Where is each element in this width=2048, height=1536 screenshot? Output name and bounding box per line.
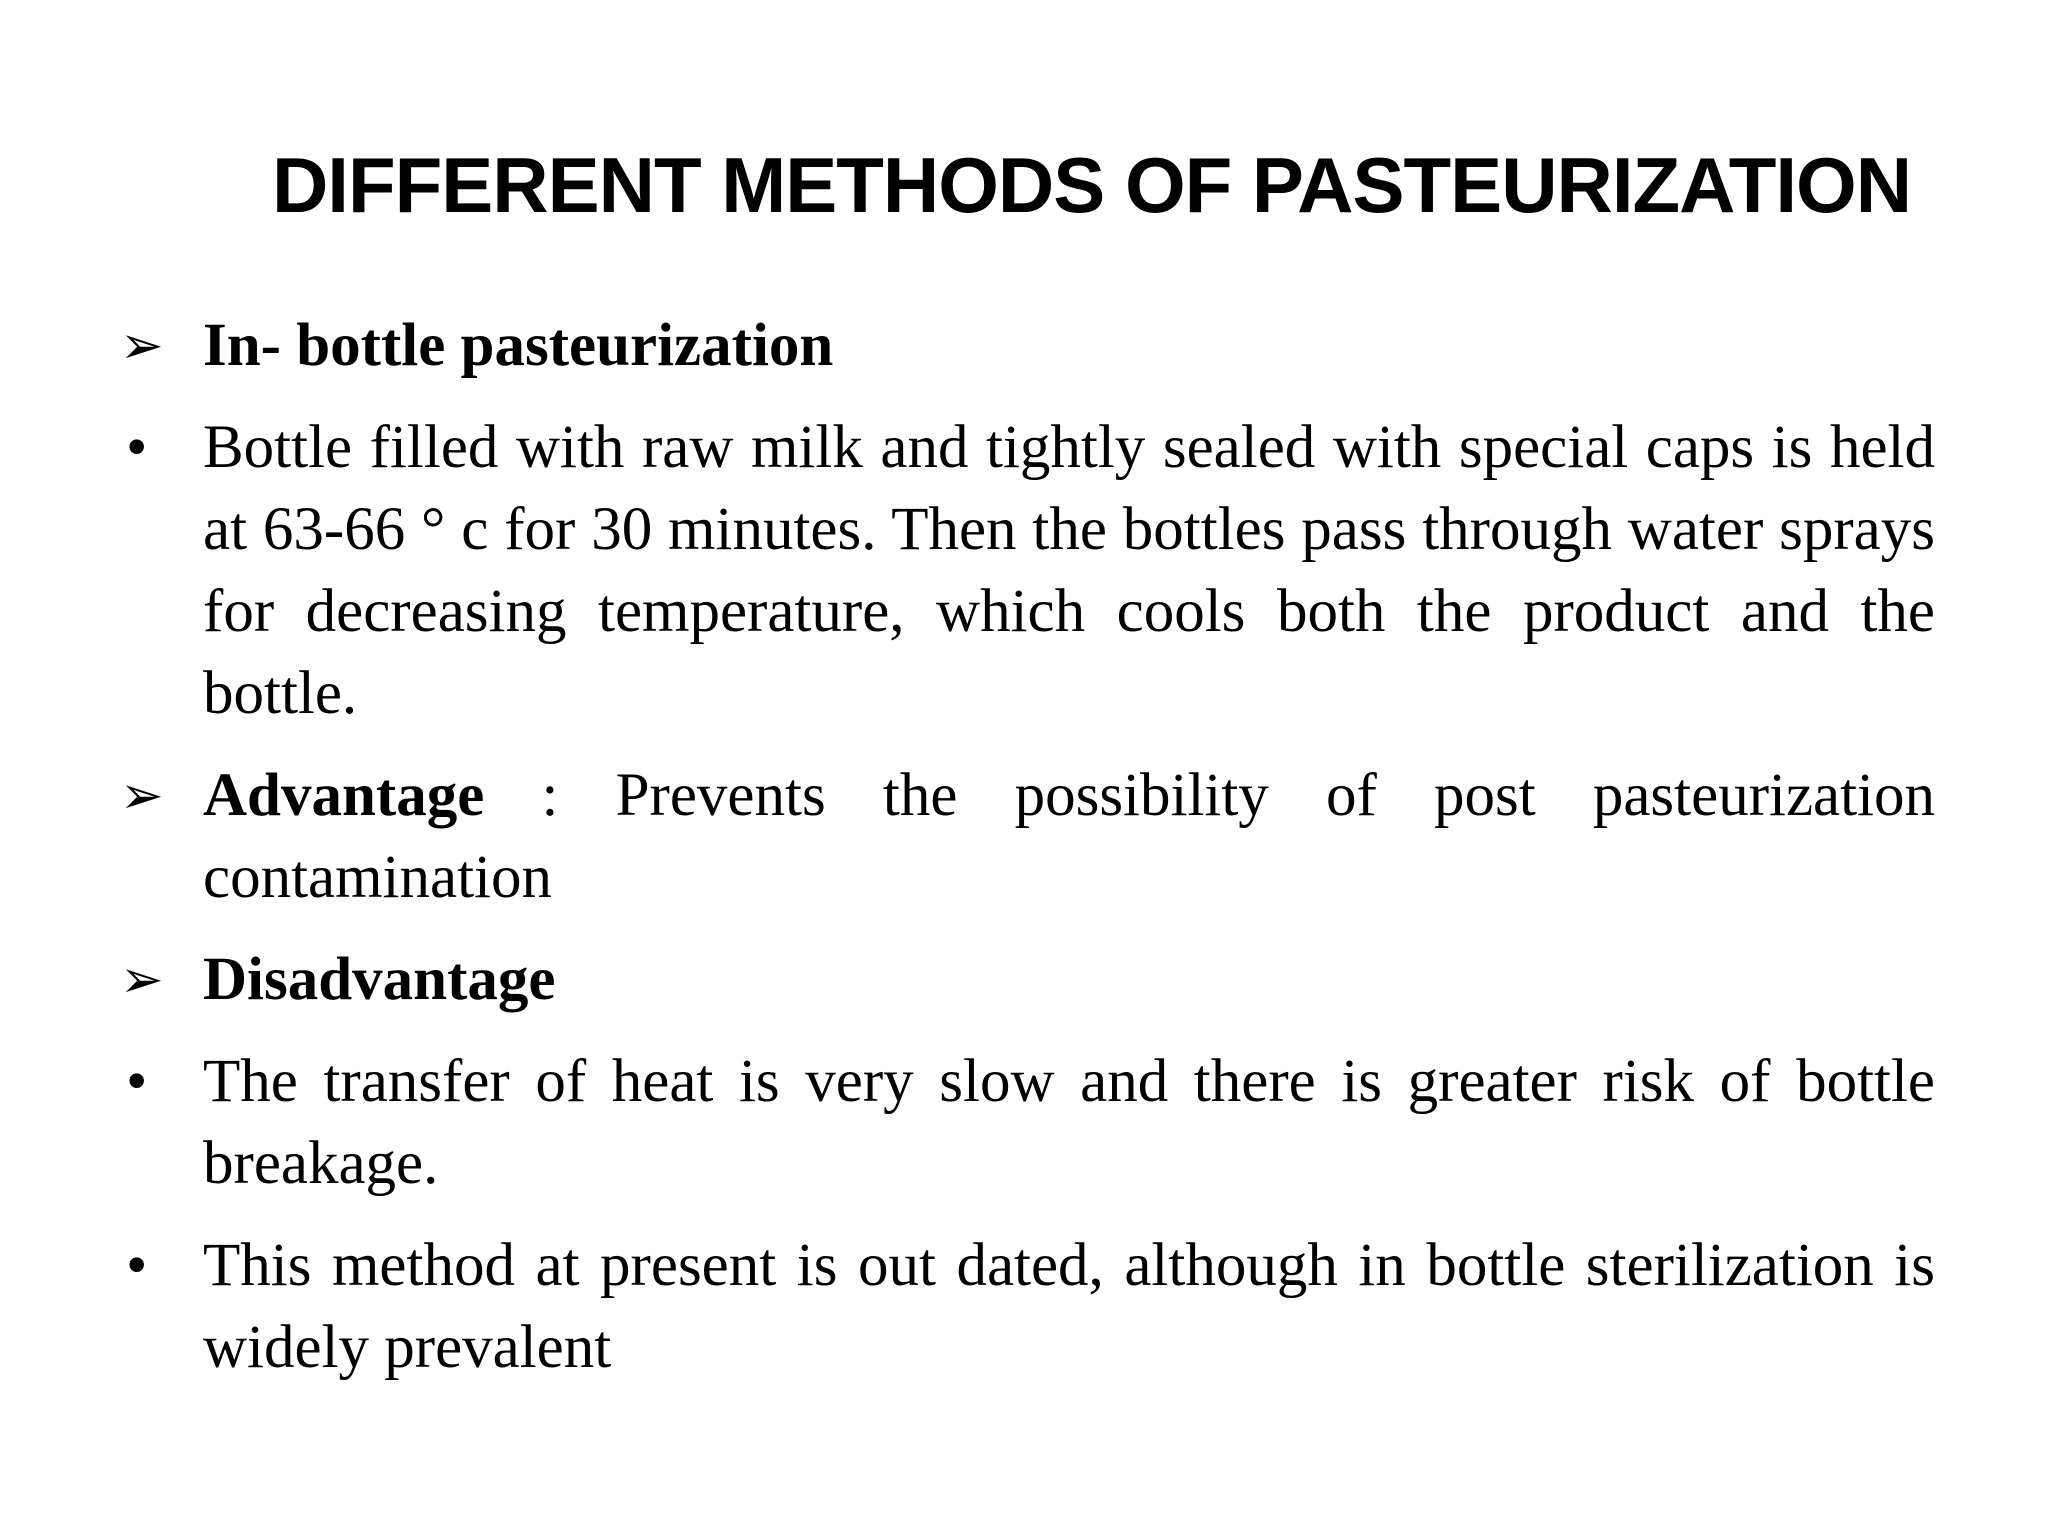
item-heading: Advantage [203,762,485,829]
arrow-bullet-icon: ➢ [120,766,164,826]
arrow-item-disadvantage [120,939,1935,1021]
bullet-item-description [120,407,1935,735]
item-text: The transfer of heat is very slow and there is greater risk of bottle breakage. [203,1048,1935,1197]
slide-title: DIFFERENT METHODS OF PASTEURIZATION [271,141,1912,229]
item-heading: Disadvantage [203,946,556,1013]
item-text: Bottle filled with raw milk and tightly sealed with special caps is held at 63-66 ° c for 30 minutes. Then the bottles pass through water sprays for decreasing temperature, which cools both the product and the bottle. [203,414,1935,727]
arrow-item-advantage [120,755,1935,919]
dot-bullet-icon: • [126,1232,148,1299]
dot-bullet-icon: • [126,414,148,481]
arrow-bullet-icon: ➢ [120,950,164,1010]
item-text: This method at present is out dated, although in bottle sterilization is widely prevalent [203,1232,1935,1381]
bullet-item-outdated [120,1225,1935,1389]
arrow-item-in-bottle [120,305,1935,387]
item-heading: In- bottle pasteurization [203,312,834,379]
slide-content [120,305,1935,1409]
bullet-item-heat-transfer [120,1041,1935,1205]
item-text: : Prevents the possibility of post pasteurization contamination [203,762,1935,911]
dot-bullet-icon: • [126,1048,148,1115]
arrow-bullet-icon: ➢ [120,316,164,376]
